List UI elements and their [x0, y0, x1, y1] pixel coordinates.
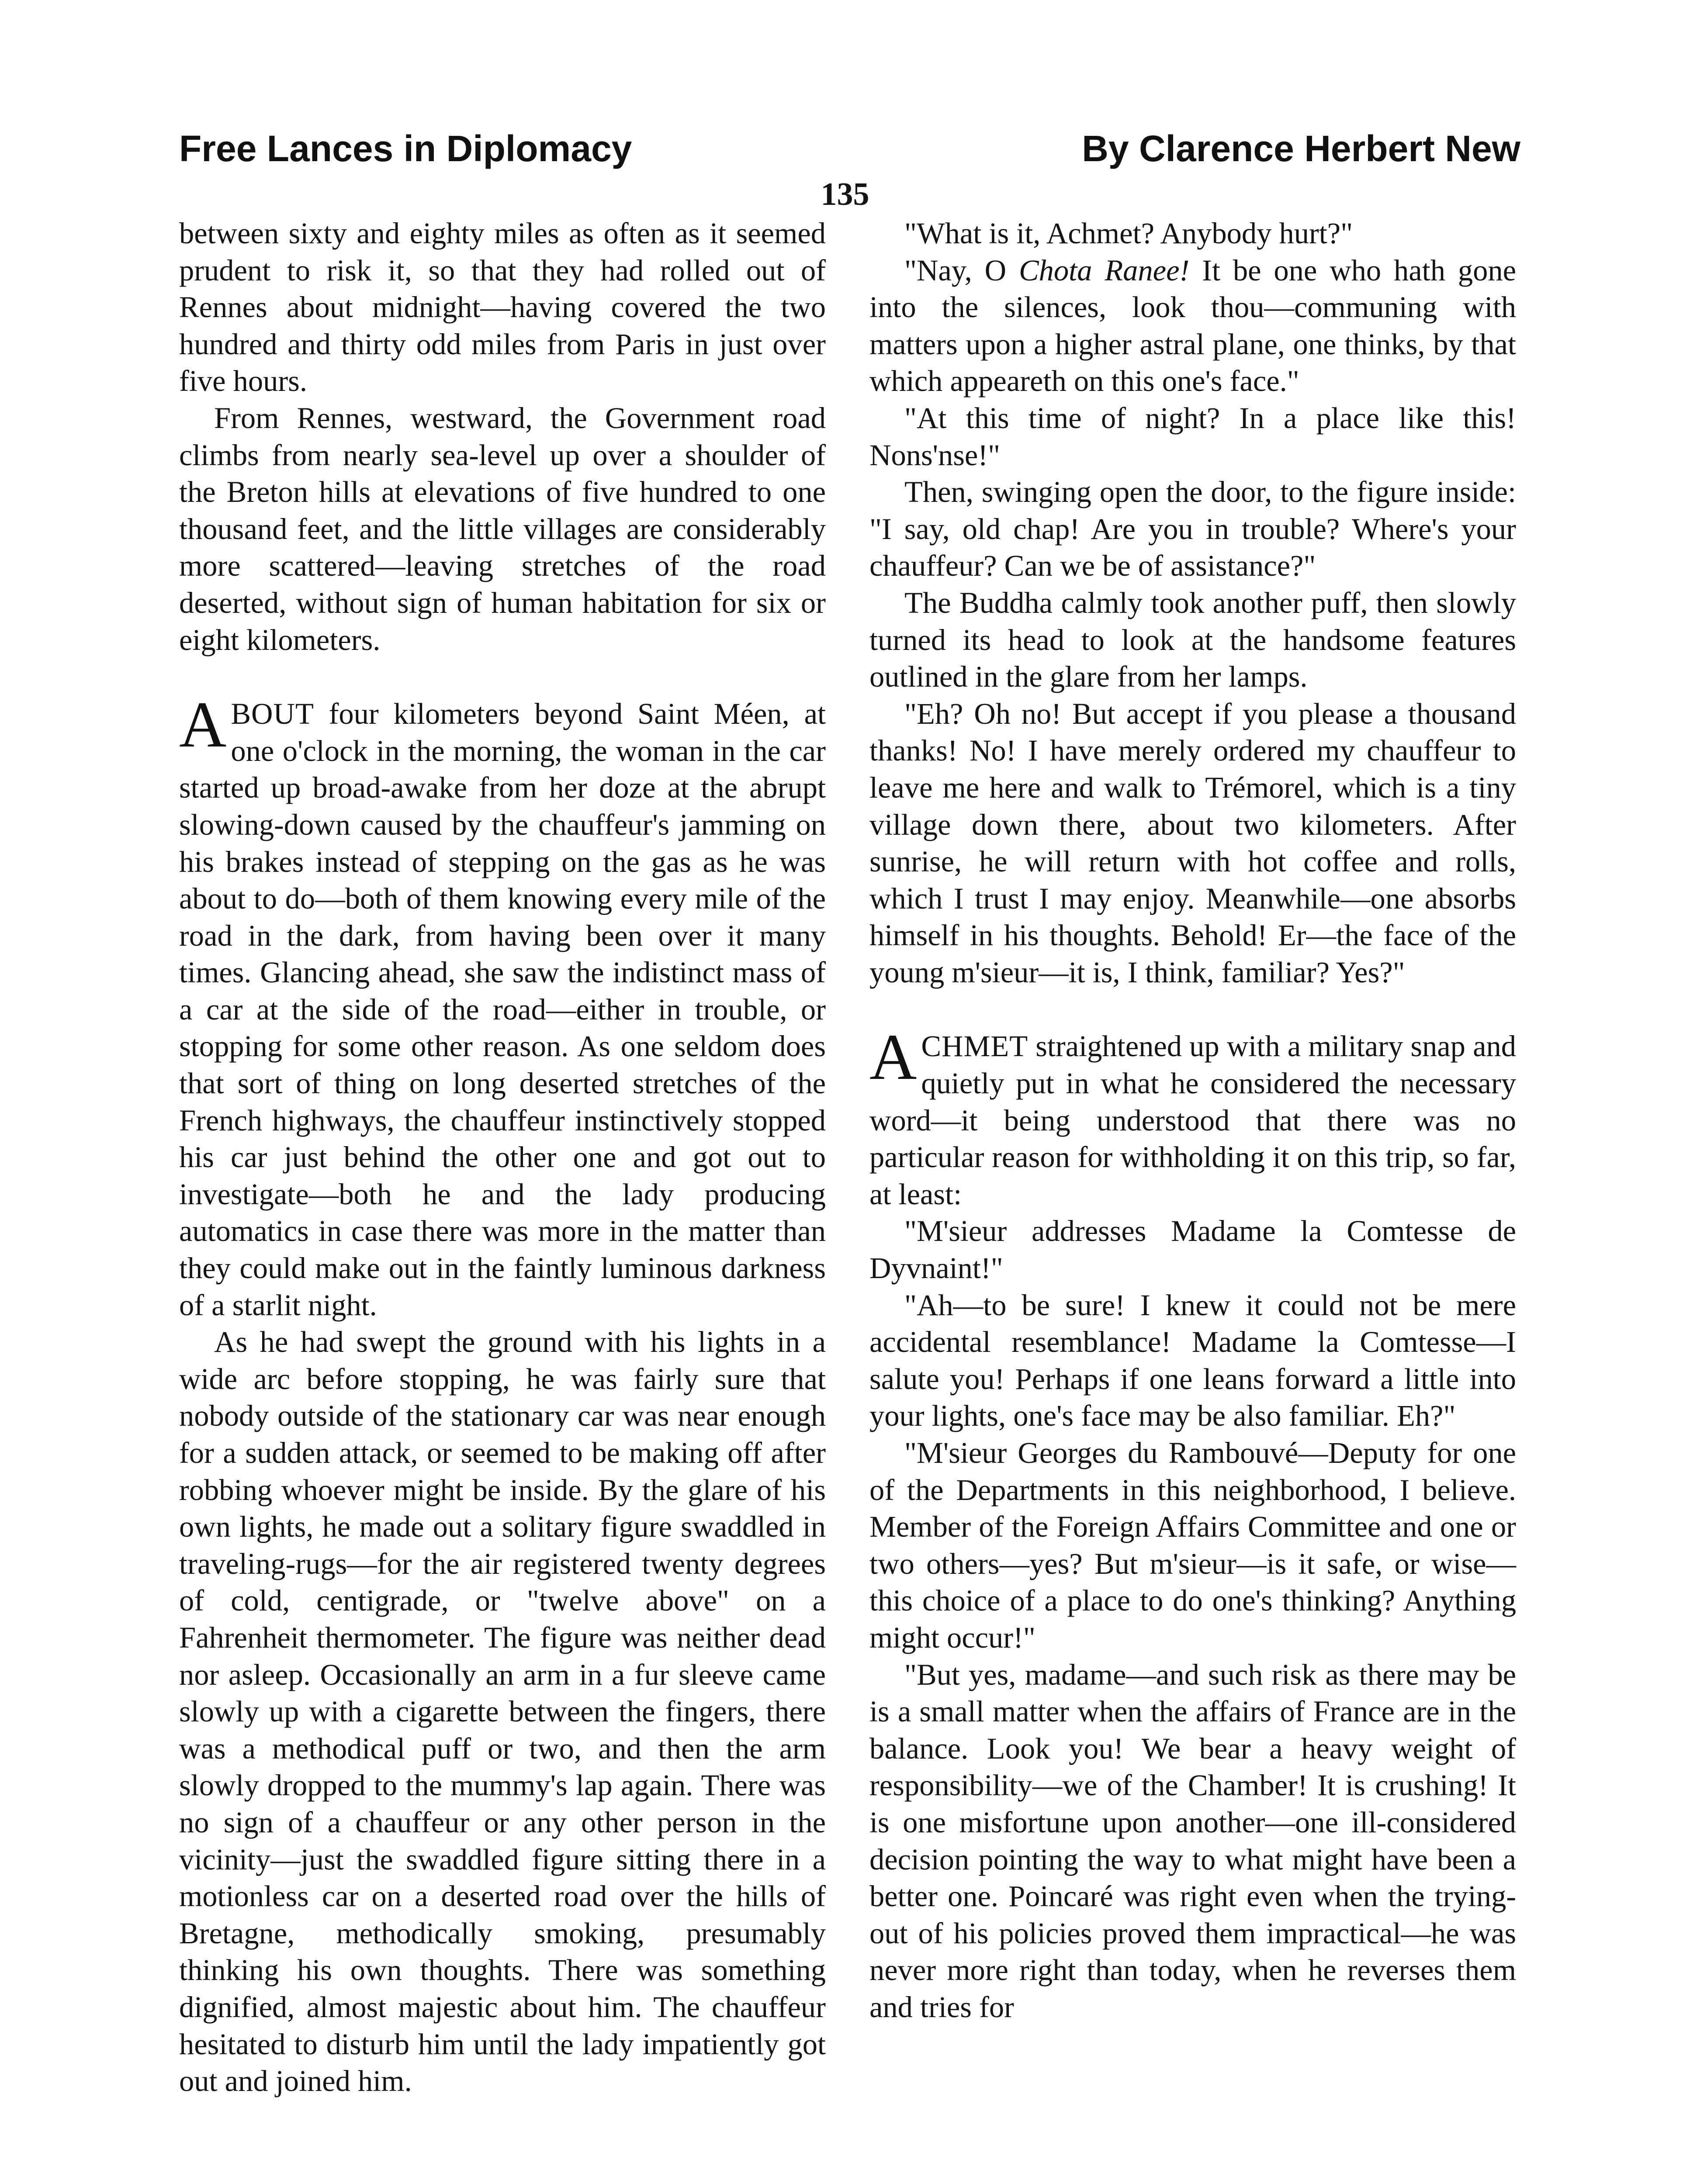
paragraph: "Eh? Oh no! But accept if you please a thousand thanks! No! I have merely ordered my chauffeur to leave me here and walk to Trémorel, which is a tiny village down there, about two kilometers. After sunrise, he will return with hot coffee and rolls, which I trust I may enjoy. Meanwhile—one absorbs himself in his thoughts. Behold! Er—the face of the young m'sieur—it is, I think, familiar? Yes?" [869, 697, 1516, 989]
paragraph-text: four kilometers beyond Saint Méen, at one o'clock in the morning, the woman in the car started up broad-awake from her doze at the abrupt slowing-down caused by the chauffeur's jamming on his brakes instead of stepping on the gas as he was about to do—both of them knowing every mile of the road in the dark, from having been over it many times. Glancing ahead, she saw the indistinct mass of a car at the side of the road—either in trouble, or stopping for some other reason. As one seldom does that sort of thing on long deserted stretches of the French highways, the chauffeur instinctively stopped his car just behind the other one and got out to investigate—both he and the lady producing automatics in case there was more in the matter than they could make out in the faintly luminous darkness of a starlit night. [179, 697, 826, 1322]
header-author: By Clarence Herbert New [1082, 128, 1520, 169]
paragraph: "At this time of night? In a place like this! Nons'nse!" [869, 401, 1516, 472]
drop-cap: A [179, 688, 227, 761]
paragraph: From Rennes, westward, the Government road climbs from nearly sea-level up over a shoulder of the Breton hills at elevations of five hundred to one thousand feet, and the little villages are considerably more scattered—leaving stretches of the road deserted, without sign of human habitation for six or eight kilometers. [179, 401, 826, 657]
italic-phrase: Chota Ranee! [1018, 253, 1190, 287]
paragraph: "What is it, Achmet? Anybody hurt?" [904, 217, 1353, 250]
paragraph-dropcap [869, 1021, 1516, 1213]
left-column [179, 215, 826, 2100]
paragraph: "M'sieur addresses Madame la Comtesse de Dyvnaint!" [869, 1214, 1516, 1285]
paragraph: "But yes, madame—and such risk as there may be is a small matter when the affairs of France are in the balance. Look you! We bear a heavy weight of responsibility—we of the Chamber! It is crushing! It is one misfortune upon another—one ill-considered decision pointing the way to what might have been a better one. Poincaré was right even when the trying-out of his policies proved them impractical—he was never more right than today, when he reverses them and tries for [869, 1658, 1516, 2024]
page-number: 135 [821, 176, 869, 212]
paragraph: Then, swinging open the door, to the figure inside: "I say, old chap! Are you in trouble? Where's your chauffeur? Can we be of assistance?" [869, 475, 1516, 583]
paragraph: The Buddha calmly took another puff, then slowly turned its head to look at the handsome features outlined in the glare from her lamps. [869, 586, 1516, 694]
running-header [179, 124, 1520, 181]
paragraph: "Ah—to be sure! I knew it could not be mere accidental resemblance! Madame la Comtesse—I salute you! Perhaps if one leans forward a little into your lights, one's face may be also familiar. Eh?" [869, 1288, 1516, 1433]
small-caps-lead: BOUT [231, 697, 314, 731]
right-column [869, 215, 1516, 2026]
paragraph-text: straightened up with a military snap and quietly put in what he considered the necessary word—it being understood that there was no particular reason for withholding it on this trip, so far, at least: [869, 1030, 1516, 1211]
section-break [179, 658, 826, 695]
paragraph: As he had swept the ground with his lights in a wide arc before stopping, he was fairly sure that nobody outside of the stationary car was near enough for a sudden attack, or seemed to be making off after robbing whoever might be inside. By the glare of his own lights, he made out a solitary figure swaddled in traveling-rugs—for the air registered twenty degrees of cold, centigrade, or "twelve above" on a Fahrenheit thermometer. The figure was neither dead nor asleep. Occasionally an arm in a fur sleeve came slowly up with a cigarette between the fingers, there was a methodical puff or two, and then the arm slowly dropped to the mummy's lap again. There was no sign of a chauffeur or any other person in the vicinity—just the swaddled figure sitting there in a motionless car on a deserted road over the hills of Bretagne, methodically smoking, presumably thinking his own thoughts. There was something dignified, almost majestic about him. The chauffeur hesitated to disturb him until the lady impatiently got out and joined him. [179, 1325, 826, 2098]
paragraph: "M'sieur Georges du Rambouvé—Deputy for one of the Departments in this neighborhood, I believe. Member of the Foreign Affairs Committee and one or two others—yes? But m'sieur—is it safe, or wise—this choice of a place to do one's thinking? Anything might occur!" [869, 1436, 1516, 1654]
paragraph [869, 252, 1516, 400]
header-title: Free Lances in Diplomacy [179, 128, 632, 169]
paragraph-text: It be one who hath gone into the silences, look thou—communing with matters upon a higher astral plane, one thinks, by that which appeareth on this one's face." [869, 253, 1516, 398]
paragraph-text: "Nay, O [904, 253, 1019, 287]
section-break [869, 991, 1516, 1028]
small-caps-lead: CHMET [921, 1030, 1029, 1063]
paragraph: between sixty and eighty miles as often as it seemed prudent to risk it, so that they had rolled out of Rennes about midnight—having covered the two hundred and thirty odd miles from Paris in just over five hours. [179, 217, 826, 398]
paragraph-dropcap [179, 688, 826, 1324]
drop-cap: A [869, 1021, 917, 1094]
